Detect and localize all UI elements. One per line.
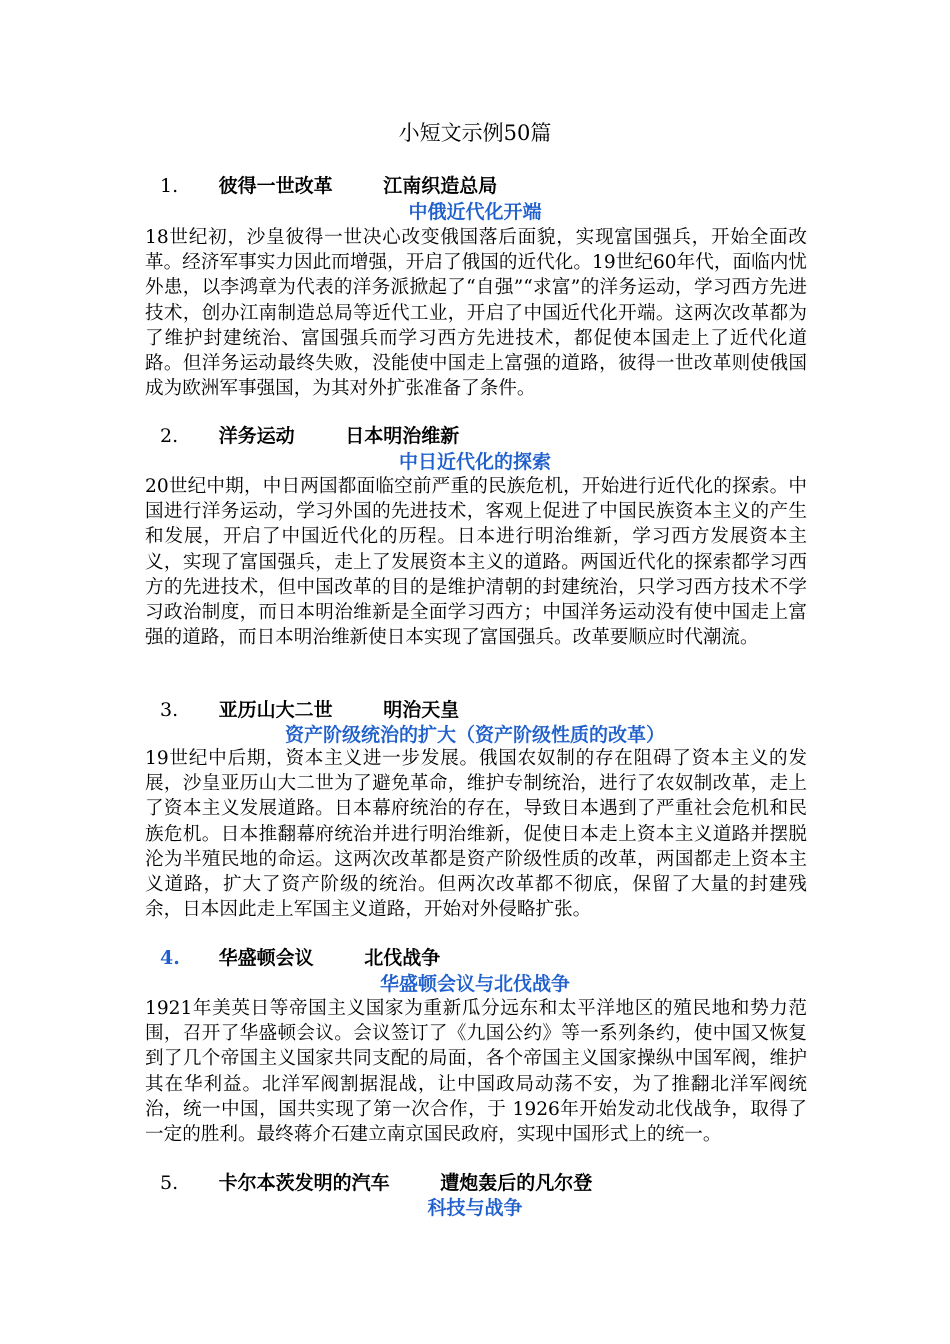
section-topic-b: 北伐战争	[364, 947, 441, 969]
section-topic-a: 亚历山大二世	[218, 699, 333, 721]
section-number: 3.	[160, 699, 179, 721]
section-body-2: 20世纪中期，中日两国都面临空前严重的民族危机，开始进行近代化的探索。中国进行洋务运动，学习外国的先进技术，客观上促进了中国民族资本主义的产生和发展，开启了中国近代化的历程。日本进行明治维新，学习西方发展资本主义，实现了富国强兵，走上了发展资本主义的道路。两国近代化的探索都学习西方的先进技术，但中国改革的目的是维护清朝的封建统治，只学习西方技术不学习政治制度，而日本明治维新是全面学习西方；中国洋务运动没有使中国走上富强的道路，而日本明治维新使日本实现了富国强兵。改革要顺应时代潮流。	[145, 476, 807, 649]
section-number: 2.	[160, 425, 179, 447]
section-number: 4.	[160, 947, 180, 969]
section-topic-b: 明治天皇	[383, 699, 460, 721]
section-topic-b: 遭炮轰后的凡尔登	[440, 1172, 593, 1194]
section-topic-a: 卡尔本茨发明的汽车	[218, 1172, 390, 1194]
section-number: 5.	[160, 1172, 179, 1194]
section-body-1: 18世纪初，沙皇彼得一世决心改变俄国落后面貌，实现富国强兵，开始全面改革。经济军事实力因此而增强，开启了俄国的近代化。19世纪60年代，面临内忧外患，以李鸿章为代表的洋务派掀起了“自强”“求富”的洋务运动，学习西方先进技术，创办江南制造总局等近代工业，开启了中国近代化开端。这两次改革都为了维护封建统治、富国强兵而学习西方先进技术，都促使本国走上了近代化道路。但洋务运动最终失败，没能使中国走上富强的道路，彼得一世改革则使俄国成为欧洲军事强国，为其对外扩张准备了条件。	[145, 227, 807, 400]
section-subtitle-5: 科技与战争	[427, 1197, 523, 1219]
section-heading-3	[160, 697, 860, 723]
section-topic-a: 华盛顿会议	[218, 947, 314, 969]
section-subtitle-3: 资产阶级统治的扩大（资产阶级性质的改革）	[284, 724, 665, 746]
section-topic-a: 彼得一世改革	[218, 175, 333, 197]
section-topic-a: 洋务运动	[218, 425, 295, 447]
section-subtitle-2: 中日近代化的探索	[398, 451, 551, 473]
section-heading-5	[160, 1170, 860, 1196]
section-body-3: 19世纪中后期，资本主义进一步发展。俄国农奴制的存在阻碍了资本主义的发展，沙皇亚历山大二世为了避免革命，维护专制统治，进行了农奴制改革，走上了资本主义发展道路。日本幕府统治的存在，导致日本遇到了严重社会危机和民族危机。日本推翻幕府统治并进行明治维新，促使日本走上资本主义道路并摆脱沦为半殖民地的命运。这两次改革都是资产阶级性质的改革，两国都走上资本主义道路，扩大了资产阶级的统治。但两次改革都不彻底，保留了大量的封建残余，日本因此走上军国主义道路，开始对外侵略扩张。	[145, 748, 807, 921]
section-subtitle-1: 中俄近代化开端	[408, 201, 542, 223]
section-subtitle-4: 华盛顿会议与北伐战争	[379, 973, 570, 995]
section-heading-1	[160, 173, 860, 199]
page-title: 小短文示例50篇	[398, 121, 552, 145]
section-topic-b: 日本明治维新	[345, 425, 460, 447]
section-heading-2	[160, 423, 860, 449]
section-body-4: 1921年美英日等帝国主义国家为重新瓜分远东和太平洋地区的殖民地和势力范围，召开了华盛顿会议。会议签订了《九国公约》等一系列条约，使中国又恢复到了几个帝国主义国家共同支配的局面，各个帝国主义国家操纵中国军阀，维护其在华利益。北洋军阀割据混战，让中国政局动荡不安，为了推翻北洋军阀统治，统一中国，国共实现了第一次合作，于 1926年开始发动北伐战争，取得了一定的胜利。最终蒋介石建立南京国民政府，实现中国形式上的统一。	[145, 998, 807, 1146]
section-heading-4	[160, 945, 860, 971]
section-number: 1.	[160, 175, 179, 197]
section-topic-b: 江南织造总局	[383, 175, 498, 197]
